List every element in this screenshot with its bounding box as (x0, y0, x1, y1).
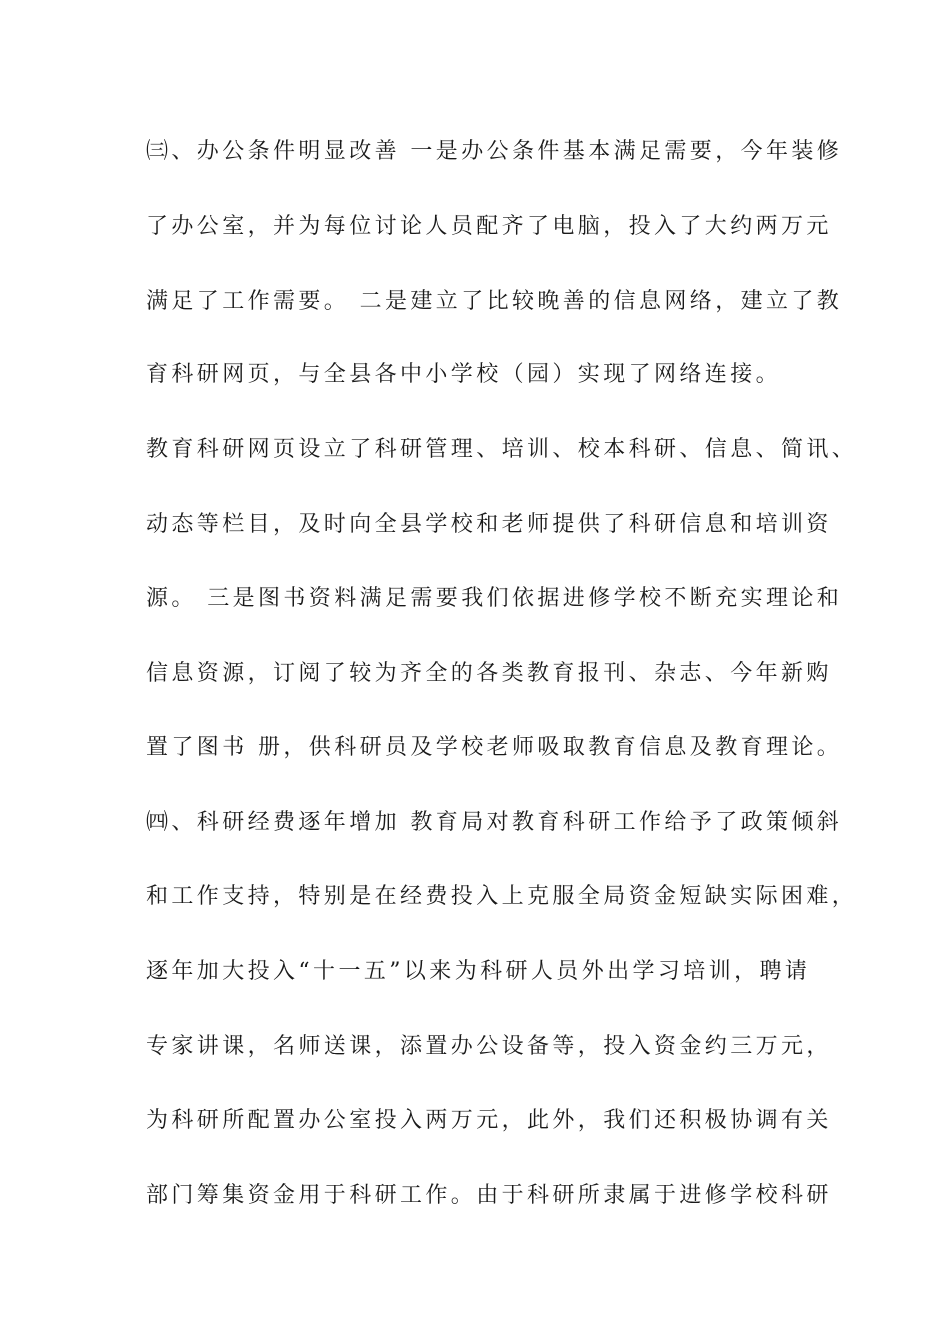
text-line-14: 为科研所配置办公室投入两万元，此外，我们还积极协调有关 (146, 1108, 832, 1133)
text-line-9: 置了图书 册，供科研员及学校老师吸取教育信息及教育理论。 (146, 735, 843, 760)
text-line-1: ㈢、办公条件明显改善 一是办公条件基本满足需要，今年装修 (146, 139, 843, 164)
text-line-4: 育科研网页，与全县各中小学校（园）实现了网络连接。 (146, 362, 782, 387)
text-line-15: 部门筹集资金用于科研工作。由于科研所隶属于进修学校科研 (146, 1183, 832, 1208)
text-line-6: 动态等栏目，及时向全县学校和老师提供了科研信息和培训资 (146, 512, 832, 537)
text-line-11: 和工作支持，特别是在经费投入上克服全局资金短缺实际困难， (146, 884, 858, 909)
text-line-2: 了办公室，并为每位讨论人员配齐了电脑，投入了大约两万元 (146, 214, 832, 239)
text-line-12: 逐年加大投入“十一五”以来为科研人员外出学习培训，聘请 (146, 959, 811, 984)
text-line-5: 教育科研网页设立了科研管理、培训、校本科研、信息、简讯、 (146, 437, 858, 462)
text-line-13: 专家讲课，名师送课，添置办公设备等，投入资金约三万元， (146, 1034, 832, 1059)
text-line-7: 源。 三是图书资料满足需要我们依据进修学校不断充实理论和 (146, 586, 843, 611)
text-line-3: 满足了工作需要。 二是建立了比较晚善的信息网络，建立了教 (146, 289, 843, 314)
text-line-8: 信息资源，订阅了较为齐全的各类教育报刊、杂志、今年新购 (146, 661, 832, 686)
text-line-10: ㈣、科研经费逐年增加 教育局对教育科研工作给予了政策倾斜 (146, 810, 843, 835)
